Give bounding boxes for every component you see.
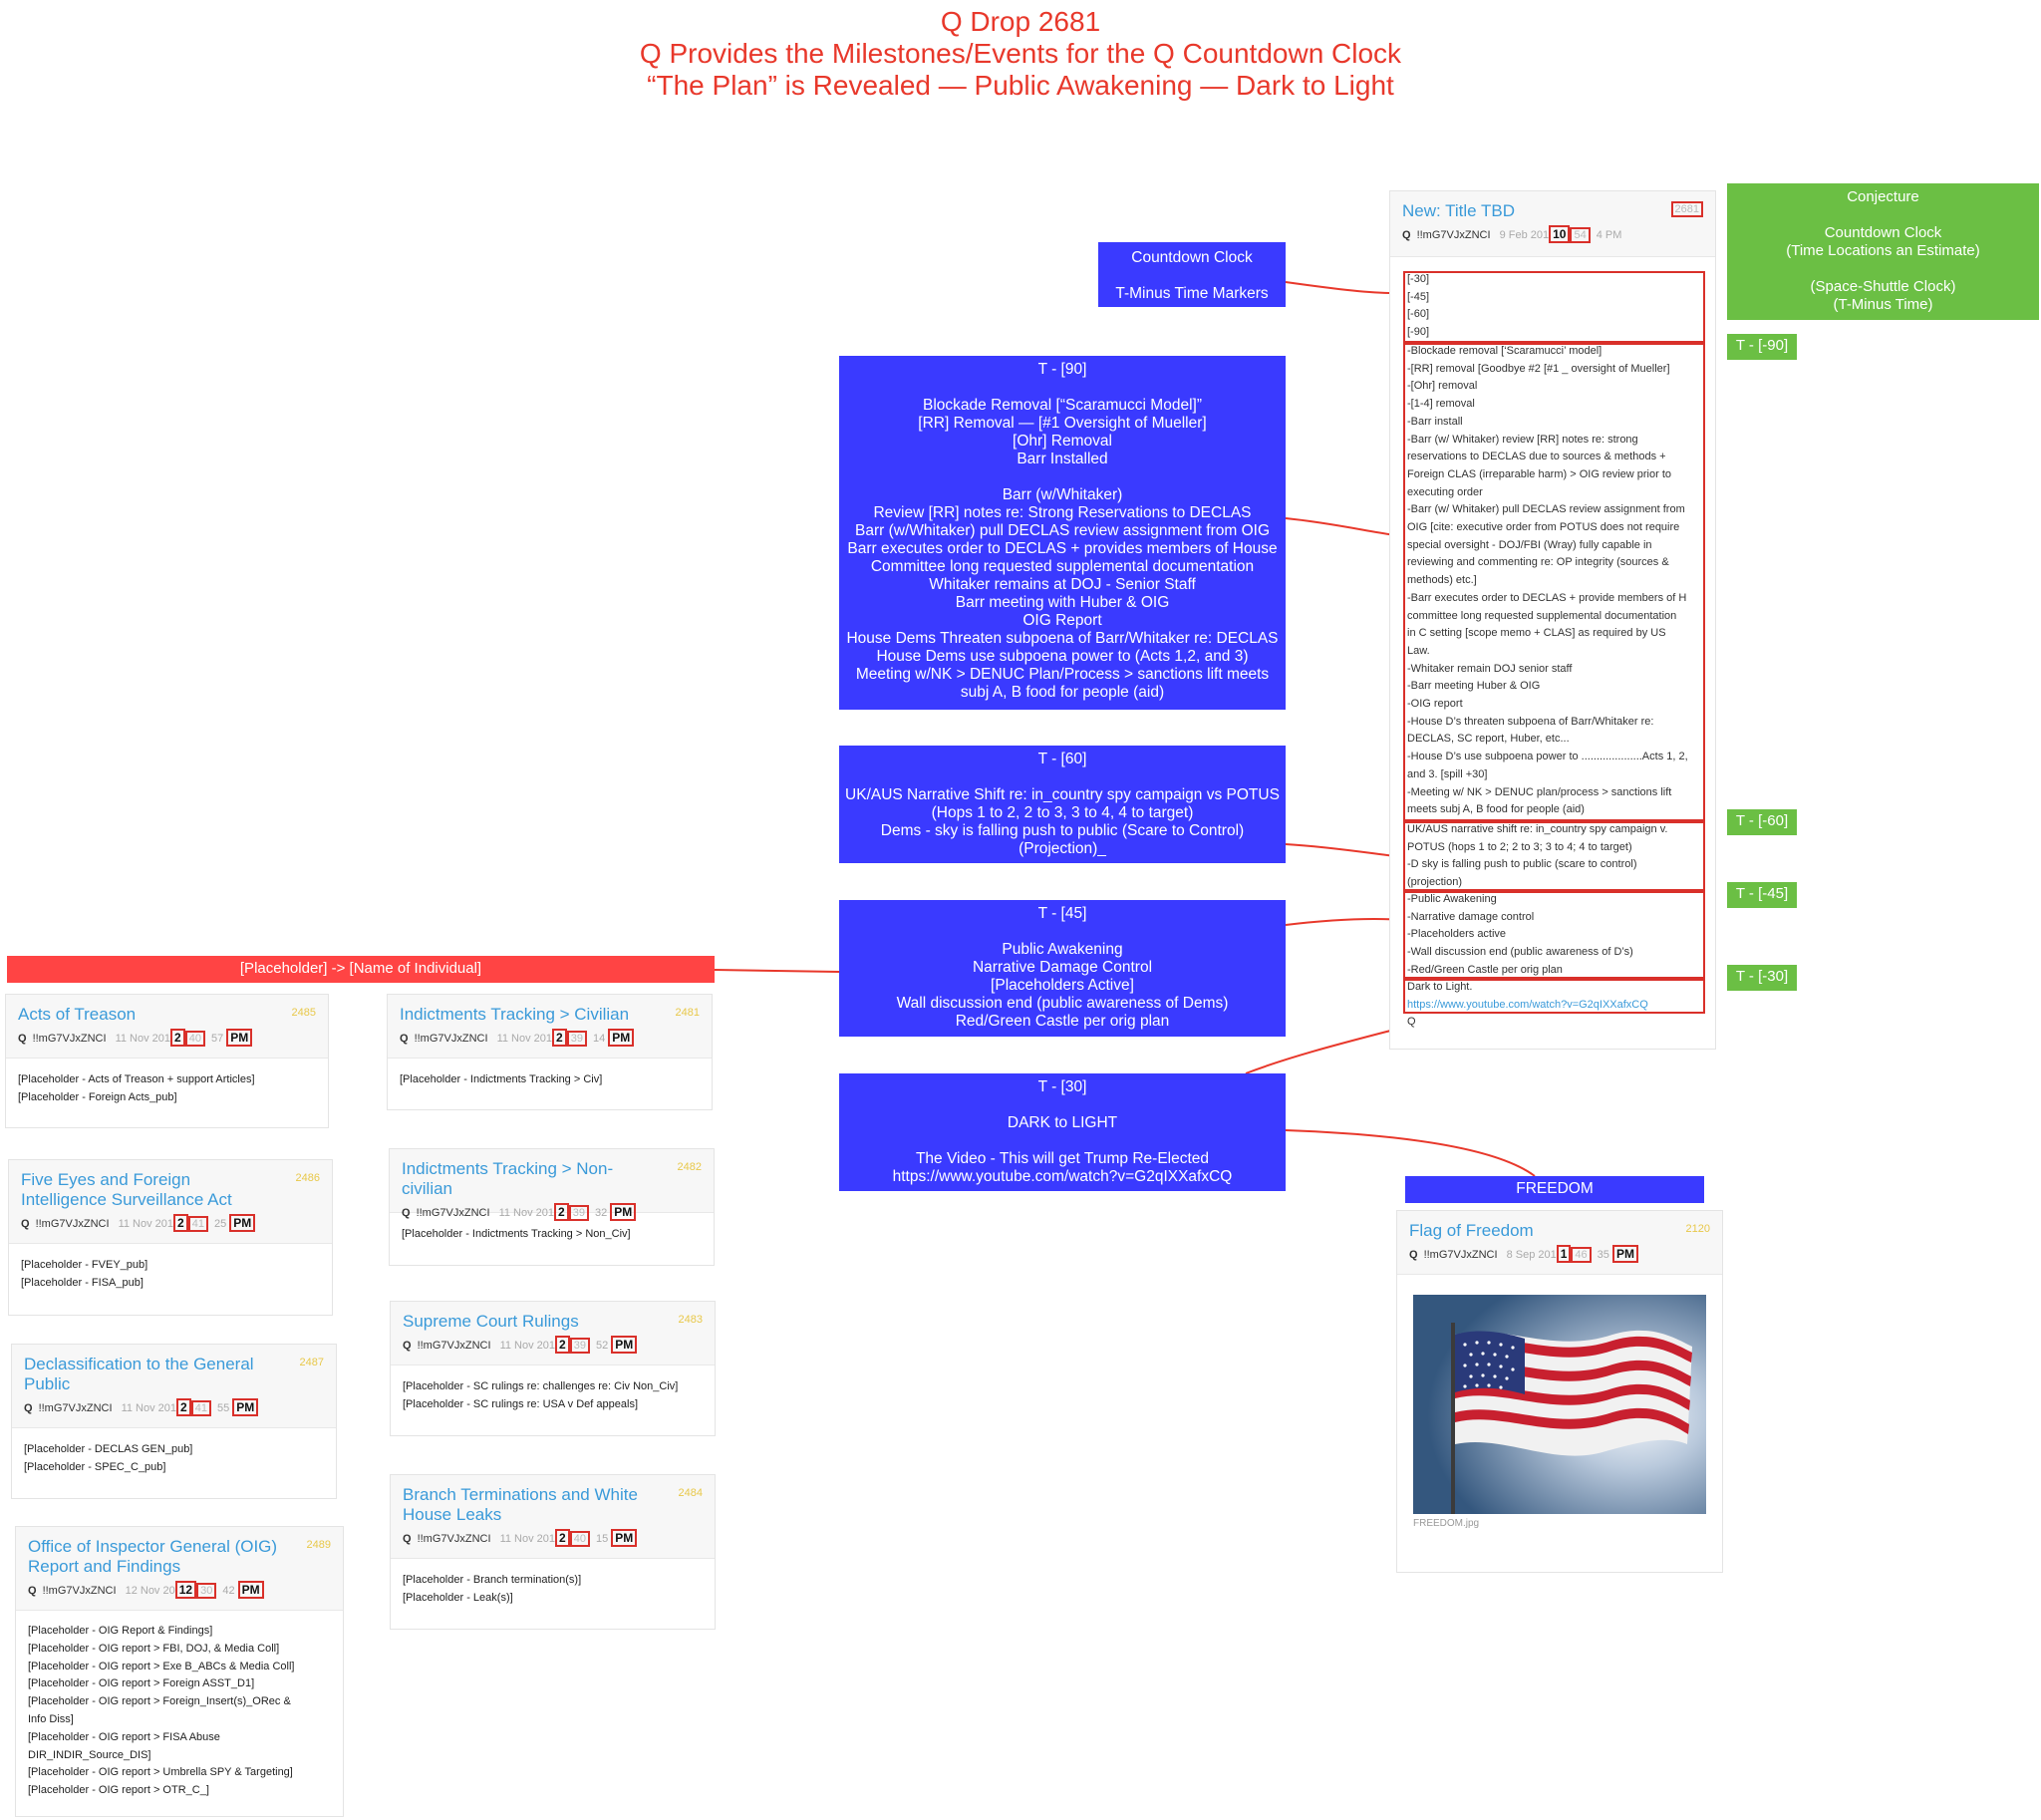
card-meta: Q !!mG7VJxZNCI 11 Nov 201 2 39 52 PM xyxy=(403,1338,703,1352)
t90-box: T - [90] Blockade Removal [“Scaramucci Model]” [RR] Removal — [#1 Oversight of Mueller] [Ohr] Removal Barr Installed Barr (w/Whitaker) Review [RR] notes re: Strong Reservations to DECLAS Barr (w/Whitaker) pull DECLAS review assignment from OIG Barr executes order to DECLAS + provides members of House Committee long requested supplemental documentation Whitaker remains at DOJ - Senior Staff Barr meeting with Huber & OIG OIG Report House Dems Threaten subpoena of Barr/Whitaker re: DECLAS House Dems use subpoena power to (Acts 1,2, and 3) Meeting w/NK > DENUC Plan/Process > sanctions lift meets subj A, B food for people (aid) xyxy=(839,356,1286,710)
card-acts-of-treason xyxy=(5,994,329,1128)
card-body: [Placeholder - Acts of Treason + support Articles] [Placeholder - Foreign Acts_pub] xyxy=(18,1073,255,1103)
card-five-eyes-fisa xyxy=(8,1159,333,1316)
card-title[interactable]: Indictments Tracking > Civilian xyxy=(400,1005,630,1024)
connector-t90 xyxy=(1286,518,1403,536)
card-body: [Placeholder - DECLAS GEN_pub] [Placeholder - SPEC_C_pub] xyxy=(24,1443,193,1473)
marker-t45: T - [-45] xyxy=(1727,882,1797,908)
connector-t30-freedom xyxy=(1286,1130,1535,1176)
freedom-post-number[interactable]: 2120 xyxy=(1685,1223,1710,1235)
card-body: [Placeholder - Indictments Tracking > Non_Civ] xyxy=(402,1228,631,1240)
card-meta: Q !!mG7VJxZNCI 11 Nov 201 2 39 32 PM xyxy=(402,1205,702,1219)
card-number[interactable]: 2486 xyxy=(295,1172,320,1184)
card-number[interactable]: 2483 xyxy=(678,1314,703,1326)
freedom-post-meta: Q !!mG7VJxZNCI 8 Sep 201 1 46 35 PM xyxy=(1409,1247,1710,1261)
marker-t30: T - [-30] xyxy=(1727,965,1797,991)
card-title[interactable]: Acts of Treason xyxy=(18,1005,137,1024)
card-title[interactable]: Declassification to the General Public xyxy=(24,1355,254,1393)
card-meta: Q !!mG7VJxZNCI 11 Nov 201 2 41 55 PM xyxy=(24,1400,324,1414)
card-meta: Q !!mG7VJxZNCI 11 Nov 201 2 41 25 PM xyxy=(21,1216,320,1230)
main-post-video-link[interactable]: https://www.youtube.com/watch?v=G2qIXXafxCQ xyxy=(1407,998,1648,1011)
card-meta: Q !!mG7VJxZNCI 11 Nov 201 2 40 57 PM xyxy=(18,1031,316,1045)
card-branch-terminations xyxy=(390,1474,716,1630)
card-meta: Q !!mG7VJxZNCI 11 Nov 201 2 39 14 PM xyxy=(400,1031,700,1045)
card-meta: Q !!mG7VJxZNCI 12 Nov 20 12 30 42 PM xyxy=(28,1583,331,1597)
main-post-t30-text: Dark to Light. https://www.youtube.com/watch?v=G2qIXXafxCQ Q xyxy=(1407,979,1702,1032)
t30-box: T - [30] DARK to LIGHT The Video - This will get Trump Re-Elected https://www.youtube.com/watch?v=G2qIXXafxCQ xyxy=(839,1073,1286,1191)
card-indictments-noncivilian xyxy=(389,1148,715,1266)
card-body: [Placeholder - Indictments Tracking > Civ] xyxy=(400,1073,603,1085)
card-indictments-civilian xyxy=(387,994,713,1110)
flag-image-caption: FREEDOM.jpg xyxy=(1413,1518,1480,1529)
page-subtitle: Q Provides the Milestones/Events for the Q Countdown Clock xyxy=(639,38,1402,69)
flag-image[interactable] xyxy=(1413,1295,1706,1514)
card-number[interactable]: 2487 xyxy=(299,1357,324,1368)
marker-t60: T - [-60] xyxy=(1727,809,1797,835)
card-supreme-court xyxy=(390,1301,716,1436)
main-post-markers: [-30] [-45] [-60] [-90] xyxy=(1407,273,1430,339)
page-title: Q Drop 2681 xyxy=(940,6,1101,37)
card-number[interactable]: 2489 xyxy=(306,1539,331,1551)
card-body: [Placeholder - Branch termination(s)] [Placeholder - Leak(s)] xyxy=(403,1574,582,1604)
conjecture-box: Conjecture Countdown Clock (Time Locations an Estimate) (Space-Shuttle Clock) (T-Minus Time) xyxy=(1727,183,2039,320)
main-post-hour: 10 xyxy=(1549,225,1570,243)
main-post-t45-text: -Public Awakening -Narrative damage control -Placeholders active -Wall discussion end (public awareness of D’s) -Red/Green Castle per orig plan xyxy=(1407,893,1633,976)
card-title[interactable]: Branch Terminations and White House Leaks xyxy=(403,1485,638,1524)
card-body: [Placeholder - OIG Report & Findings] [Placeholder - OIG report > FBI, DOJ, & Media Coll] [Placeholder - OIG report > Exe B_ABCs & Media Coll] [Placeholder - OIG report > Foreign ASST_D1] [Placeholder - OIG report > Foreign_Insert(s)_ORec & Info Diss] [Placeholder - OIG report > FISA Abuse DIR_INDIR_Source_DIS] [Placeholder - OIG report > Umbrella SPY & Targeting] [Placeholder - OIG report > OTR_C_] xyxy=(28,1625,295,1797)
card-title[interactable]: Office of Inspector General (OIG) Report and Findings xyxy=(28,1537,278,1576)
main-post-title[interactable]: New: Title TBD xyxy=(1402,201,1516,220)
placeholder-bar: [Placeholder] -> [Name of Individual] xyxy=(7,956,715,983)
main-post-t90-text: -Blockade removal [‘Scaramucci’ model] -[RR] removal [Goodbye #2 [#1 _ oversight of Mueller] -[Ohr] removal -[1-4] removal -Barr install -Barr (w/ Whitaker) review [RR] notes re: strong reservations to DECLAS due to sources & methods + Foreign CLAS (irreparable harm) > OIG review prior to executing order -Barr (w/ Whitaker) pull DECLAS review assignment from OIG [cite: executive order from POTUS does not require special oversight - DOJ/FBI (Wray) fully capable in reviewing and commenting re: OP integrity (sources & methods) etc.] -Barr executes order to DECLAS + provide members of H committee long requested supplemental documentation in C setting [scope memo + CLAS] as required by US Law. -Whitaker remain DOJ senior staff -Barr meeting Huber & OIG -OIG report -House D’s threaten subpoena of Barr/Whitaker re: DECLAS, SC report, Huber, etc... -House D’s use subpoena power to ....................Acts 1, 2, and 3. [spill +30] -Meeting w/ NK > DENUC plan/process > sanctions lift meets subj A, B food for people (aid) xyxy=(1407,345,1688,816)
card-number[interactable]: 2485 xyxy=(291,1007,316,1019)
page-tagline: “The Plan” is Revealed — Public Awakening — Dark to Light xyxy=(647,70,1394,101)
card-body: [Placeholder - SC rulings re: challenges re: Civ Non_Civ] [Placeholder - SC rulings re: USA v Def appeals] xyxy=(403,1380,679,1410)
freedom-post-title[interactable]: Flag of Freedom xyxy=(1409,1221,1534,1240)
connector-t60 xyxy=(1286,844,1403,857)
card-title[interactable]: Supreme Court Rulings xyxy=(403,1312,579,1331)
card-declassification xyxy=(11,1344,337,1499)
card-number[interactable]: 2481 xyxy=(675,1007,700,1019)
main-post-number: 2681 xyxy=(1671,201,1703,217)
t45-box: T - [45] Public Awakening Narrative Damage Control [Placeholders Active] Wall discussion end (public awareness of Dems) Red/Green Castle per orig plan xyxy=(839,900,1286,1037)
card-title[interactable]: Indictments Tracking > Non-civilian xyxy=(402,1159,614,1198)
countdown-markers-box: Countdown Clock T-Minus Time Markers xyxy=(1098,242,1286,307)
card-body: [Placeholder - FVEY_pub] [Placeholder - FISA_pub] xyxy=(21,1259,148,1289)
freedom-bar: FREEDOM xyxy=(1405,1176,1704,1203)
card-number[interactable]: 2484 xyxy=(678,1487,703,1499)
connector-countdown xyxy=(1286,282,1403,293)
connector-t45 xyxy=(1286,919,1403,925)
main-post-t60-text: UK/AUS narrative shift re: in_country spy campaign v. POTUS (hops 1 to 2; 2 to 3; 3 to 4; 4 to target) -D sky is falling push to public (scare to control) (projection) xyxy=(1407,823,1668,889)
t60-box: T - [60] UK/AUS Narrative Shift re: in_country spy campaign vs POTUS (Hops 1 to 2, 2 to 3, 3 to 4, 4 to target) Dems - sky is falling push to public (Scare to Control) (Projection)_ xyxy=(839,746,1286,863)
main-post-meta: Q !!mG7VJxZNCI 9 Feb 201 10 54 4 PM xyxy=(1402,227,1622,241)
card-title[interactable]: Five Eyes and Foreign Intelligence Surveillance Act xyxy=(21,1170,232,1209)
connector-placeholder xyxy=(715,970,839,972)
card-oig-report xyxy=(15,1526,344,1817)
card-meta: Q !!mG7VJxZNCI 11 Nov 201 2 40 15 PM xyxy=(403,1531,703,1545)
freedom-post-card xyxy=(1396,1210,1723,1573)
card-number[interactable]: 2482 xyxy=(677,1161,702,1173)
marker-t90: T - [-90] xyxy=(1727,334,1797,360)
